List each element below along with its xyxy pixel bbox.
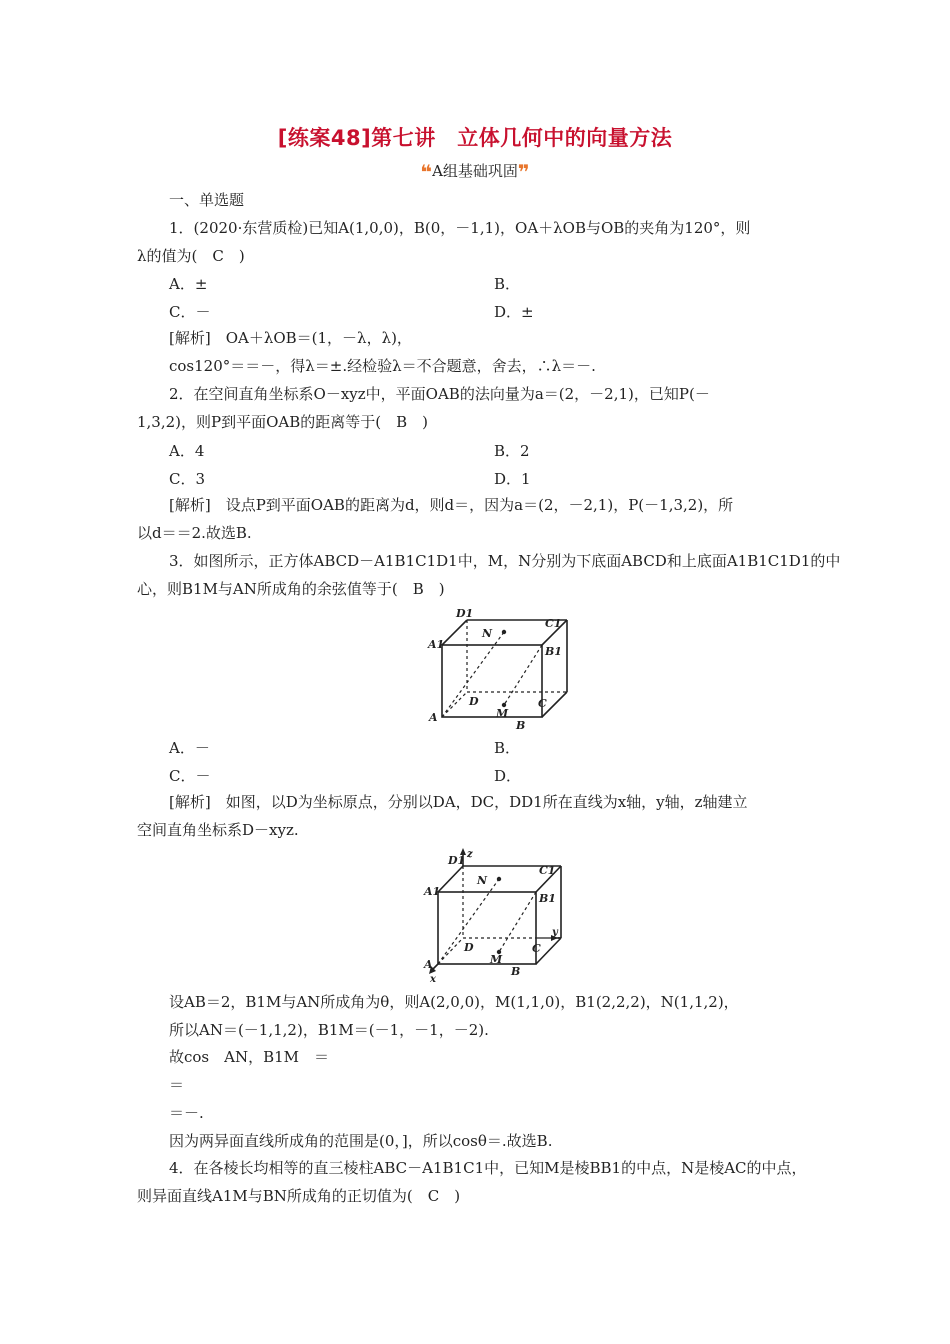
cube2-label-b1: B1 xyxy=(539,892,556,905)
group-badge xyxy=(0,160,950,184)
q1-option-a: A．± xyxy=(169,275,208,293)
q3-solution-line1: [解析] 如图，以D为坐标原点，分别以DA，DC，DD1所在直线为x轴，y轴，z轴建立 xyxy=(169,793,748,811)
q3-solution-line5: 故cos AN，B1M ＝ xyxy=(169,1048,330,1066)
cube2-front-face xyxy=(438,892,536,964)
cube2-label-a: A xyxy=(424,958,433,971)
q3-stem-line2: 心，则B1M与AN所成角的余弦值等于( B ) xyxy=(137,580,445,598)
cube1-label-n: N xyxy=(482,627,493,640)
q2-solution-line1: [解析] 设点P到平面OAB的距离为d，则d＝，因为a＝(2，－2,1)，P(－1,3,2)，所 xyxy=(169,496,734,514)
q3-solution-line8: 因为两异面直线所成角的范围是(0，]，所以cosθ＝.故选B. xyxy=(169,1132,553,1150)
q3-solution-line2: 空间直角坐标系D－xyz. xyxy=(137,821,299,839)
cube2-edge-a1d1 xyxy=(438,866,463,892)
q2-option-a: A．4 xyxy=(169,442,205,460)
cube1-label-d1: D1 xyxy=(456,607,474,620)
cube1-hidden-ad xyxy=(442,692,467,717)
q1-option-c: C．－ xyxy=(169,303,211,321)
q3-solution-line4: 所以AN＝(－1,1,2)，B1M＝(－1，－1，－2). xyxy=(169,1021,489,1039)
q3-solution-line7: ＝－. xyxy=(169,1104,204,1122)
cube2-label-y: y xyxy=(552,927,558,938)
q4-stem-line2: 则异面直线A1M与BN所成角的正切值为( C ) xyxy=(137,1187,461,1205)
cube2-point-n xyxy=(497,877,501,881)
q1-stem-line2: λ的值为( C ) xyxy=(137,247,245,265)
q1-option-d: D．± xyxy=(494,303,534,321)
section-heading: 一、单选题 xyxy=(169,191,245,209)
cube2-label-c1: C1 xyxy=(539,864,556,877)
cube2-label-z: z xyxy=(467,849,473,860)
q3-solution-line6: ＝ xyxy=(169,1076,185,1094)
cube1-label-b: B xyxy=(516,719,526,732)
q1-solution-line1: [解析] OA＋λOB＝(1，－λ，λ)， xyxy=(169,329,412,347)
cube2-label-m: M xyxy=(490,953,503,966)
cube1-label-d: D xyxy=(469,695,479,708)
cube1-point-n xyxy=(502,630,506,634)
cube1-segment-b1m xyxy=(504,645,542,705)
q2-solution-line2: 以d＝＝2.故选B. xyxy=(137,524,252,542)
page-title: [练案48]第七讲 立体几何中的向量方法 xyxy=(277,126,673,150)
cube-figure-1 xyxy=(420,603,570,733)
cube2-hidden-ad xyxy=(438,938,463,964)
q1-stem-line1: 1．(2020·东营质检)已知A(1,0,0)，B(0，－1,1)，OA＋λOB与OB的夹角为120°，则 xyxy=(169,219,751,237)
q2-option-d: D．1 xyxy=(494,470,531,488)
q3-option-c: C．－ xyxy=(169,767,211,785)
open-quote-icon: ❝ xyxy=(420,160,433,184)
cube1-label-b1: B1 xyxy=(545,645,562,658)
cube2-label-n: N xyxy=(477,874,488,887)
q1-option-b: B． xyxy=(494,275,521,293)
cube1-label-a: A xyxy=(429,711,438,724)
cube2-label-d: D xyxy=(464,941,474,954)
q3-solution-line3: 设AB＝2，B1M与AN所成角为θ，则A(2,0,0)，M(1,1,0)，B1(2,2,2)，N(1,1,2)， xyxy=(169,993,739,1011)
q1-solution-line2: cos120°＝＝－，得λ＝±.经检验λ＝不合题意，舍去，∴λ＝－. xyxy=(169,357,596,375)
cube2-label-b: B xyxy=(511,965,521,978)
cube2-segment-b1m xyxy=(499,892,536,952)
cube1-label-c: C xyxy=(538,697,547,710)
close-quote-icon: ❞ xyxy=(517,160,530,184)
cube1-front-face xyxy=(442,645,542,717)
cube2-label-x: x xyxy=(430,974,436,985)
cube2-label-a1: A1 xyxy=(424,885,441,898)
cube2-label-c: C xyxy=(532,942,541,955)
q2-stem-line1: 2．在空间直角坐标系O－xyz中，平面OAB的法向量为a＝(2，－2,1)，已知P(－ xyxy=(169,385,710,403)
cube-figure-2 xyxy=(420,846,570,986)
group-label: A组基础巩固 xyxy=(432,162,518,180)
q3-option-b: B． xyxy=(494,739,521,757)
q3-stem-line1: 3．如图所示，正方体ABCD－A1B1C1D1中，M，N分别为下底面ABCD和上底面A1B1C1D1的中 xyxy=(169,552,841,570)
cube1-label-a1: A1 xyxy=(428,638,445,651)
q2-stem-line2: 1,3,2)，则P到平面OAB的距离等于( B ) xyxy=(137,413,428,431)
q2-option-b: B．2 xyxy=(494,442,530,460)
cube1-label-c1: C1 xyxy=(545,617,562,630)
q3-option-d: D． xyxy=(494,767,522,785)
q3-option-a: A．－ xyxy=(169,739,210,757)
q2-option-c: C．3 xyxy=(169,470,206,488)
cube2-label-d1: D1 xyxy=(448,854,466,867)
q4-stem-line1: 4．在各棱长均相等的直三棱柱ABC－A1B1C1中，已知M是棱BB1的中点，N是棱AC的中点， xyxy=(169,1159,807,1177)
cube1-edge-a1d1 xyxy=(442,620,467,645)
cube1-label-m: M xyxy=(496,707,509,720)
